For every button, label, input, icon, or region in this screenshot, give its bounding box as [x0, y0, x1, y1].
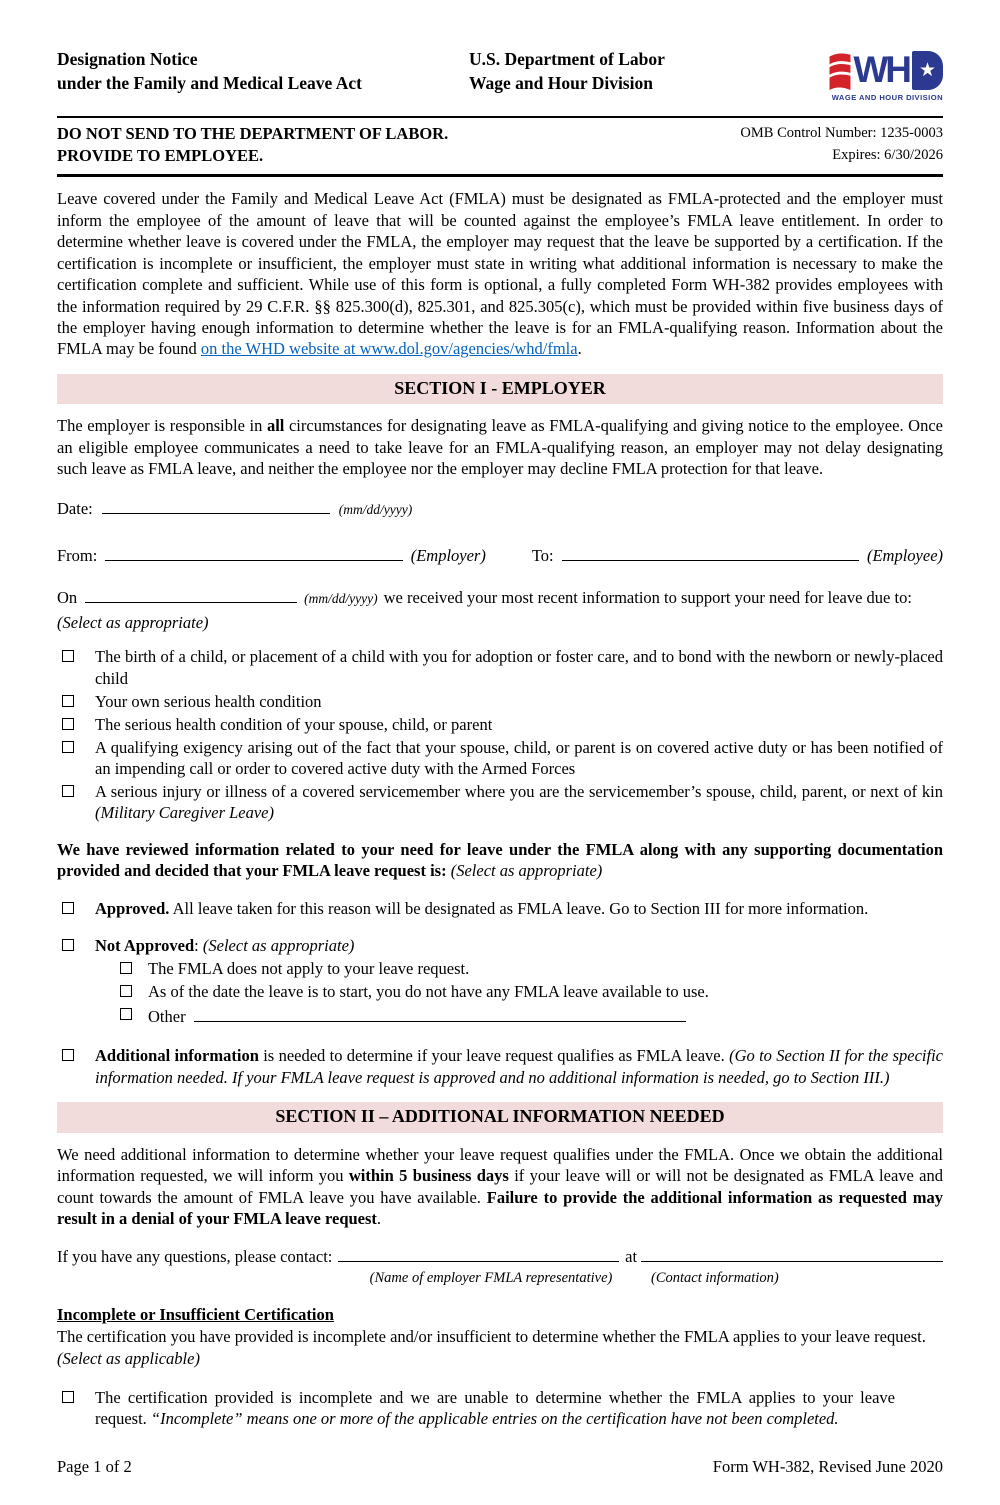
section2-para-p1: We need additional information to determine whether your leave request qualifies under the FMLA. Once we obtain the additional information requested, we will inform you: [57, 1144, 943, 1186]
intro-text-end: .: [577, 339, 582, 359]
page-footer: [57, 1456, 943, 1477]
checkbox-not-approved[interactable]: [62, 939, 74, 951]
reviewed-bold: We have reviewed information related to your need for leave under the FMLA along with any supporting documentation provided and decided that your FMLA leave request is:: [57, 839, 943, 881]
from-to-row: [57, 543, 943, 566]
representative-name-hint: (Name of employer FMLA representative): [369, 1269, 613, 1286]
reason-label: Your own serious health condition: [95, 691, 322, 711]
omb-block: [740, 123, 943, 167]
additional-information-item: [57, 1045, 943, 1088]
not-approved-sep: :: [194, 936, 203, 956]
reviewed-hint: (Select as appropriate): [450, 861, 603, 881]
checkbox-other[interactable]: [120, 1008, 132, 1020]
to-label: To:: [531, 546, 554, 566]
star-icon: ★: [918, 60, 937, 81]
notice-line1: DO NOT SEND TO THE DEPARTMENT OF LABOR.: [57, 123, 449, 143]
reason-item: [57, 737, 943, 780]
reviewed-statement: [57, 839, 943, 882]
form-title-line2: under the Family and Medical Leave Act: [57, 72, 362, 93]
logo-letter-d-block: [912, 51, 943, 90]
checkbox-reason-birth-adoption[interactable]: [62, 650, 74, 662]
other-field[interactable]: [194, 1004, 686, 1022]
approved-bold: Approved.: [95, 898, 170, 918]
not-approved-hint: (Select as appropriate): [202, 936, 355, 956]
logo-caption: WAGE AND HOUR DIVISION: [831, 93, 943, 102]
agency-name: [469, 48, 809, 95]
form-title: [57, 48, 469, 95]
omb-expiry: Expires: 6/30/2026: [832, 146, 943, 163]
employee-field[interactable]: [562, 543, 859, 561]
date-row: [57, 496, 943, 519]
on-text: we received your most recent information to support your need for leave due to:: [383, 588, 912, 608]
contact-row: [57, 1244, 943, 1267]
from-label: From:: [57, 546, 98, 566]
additional-hint: (Go to Section II for the specific information needed. If your FMLA leave request is approved and no additional information is needed, go to Section III.): [95, 1046, 943, 1087]
incomplete-certification-heading: Incomplete or Insufficient Certification: [57, 1304, 334, 1324]
approved-item: [57, 898, 943, 919]
not-approved-bold: Not Approved: [95, 936, 195, 956]
intro-text: Leave covered under the Family and Medical Leave Act (FMLA) must be designated as FMLA-protected and the employer must inform the employee of the amount of leave that will be counted against the employee’s FMLA leave entitlement. In order to determine whether leave is covered under the FMLA, the employer may request that the leave be supported by a certification. If the certification is incomplete or insufficient, the employer must state in writing what additional information is necessary to make the certification complete and sufficient. While use of this form is optional, a fully completed Form WH-382 provides employees with the information required by 29 C.F.R. §§ 825.300(d), 825.301, and 825.305(c), which must be provided within five business days of the employer having enough information to determine whether the leave is for an FMLA-qualifying reason. Information about the FMLA may be found: [57, 189, 943, 359]
not-approved-option: [120, 981, 943, 1002]
do-not-send-notice: [57, 123, 448, 168]
section2-para-b1: within 5 business days: [348, 1166, 509, 1186]
checkbox-additional-information[interactable]: [62, 1049, 74, 1061]
page-number: Page 1 of 2: [57, 1456, 132, 1476]
on-label: On: [57, 588, 78, 608]
checkbox-certification-incomplete[interactable]: [62, 1391, 74, 1403]
military-caregiver-hint: (Military Caregiver Leave): [95, 803, 275, 823]
employer-hint: (Employer): [410, 546, 486, 566]
omb-control-number: OMB Control Number: 1235-0003: [740, 124, 943, 141]
notice-line2: PROVIDE TO EMPLOYEE.: [57, 146, 264, 166]
checkbox-reason-qualifying-exigency[interactable]: [62, 741, 74, 753]
section1-para-p2: circumstances for designating leave as FMLA-qualifying and giving notice to the employee. Once an eligible employee communicates a need to take leave for an FMLA-qualifying reason, an employer may not delay designating such leave as FMLA leave, and neither the employee nor the employer may decline FMLA protection for that leave.: [57, 416, 943, 479]
flag-stripes-icon: [828, 50, 852, 90]
date-format-hint: (mm/dd/yyyy): [338, 501, 413, 517]
other-label-wrap: [148, 1004, 943, 1027]
not-approved-item: [57, 935, 943, 956]
checkbox-reason-military-caregiver[interactable]: [62, 785, 74, 797]
select-as-applicable-hint: (Select as applicable): [57, 1348, 200, 1368]
other-label: Other: [148, 1006, 186, 1026]
option-label: The FMLA does not apply to your leave request.: [148, 959, 470, 979]
certification-incomplete-label: [95, 1387, 895, 1430]
contact-info-field[interactable]: [641, 1244, 943, 1262]
additional-information-label: [95, 1045, 943, 1088]
section2-para-b2: Failure to provide the additional information as requested may result in a denial of your FMLA leave request: [57, 1187, 943, 1228]
reason-item: [57, 714, 943, 735]
checkbox-no-leave-available[interactable]: [120, 985, 132, 997]
agency-line2: Wage and Hour Division: [469, 72, 653, 93]
option-label: As of the date the leave is to start, you do not have any FMLA leave available to use.: [148, 982, 709, 1002]
reason-item: [57, 646, 943, 689]
agency-line1: U.S. Department of Labor: [469, 49, 665, 69]
masthead: [57, 48, 943, 103]
cert-incomplete-definition: “Incomplete” means one or more of the applicable entries on the certification have not been completed.: [150, 1409, 839, 1429]
reason-label: The birth of a child, or placement of a child with you for adoption or foster care, and to bond with the newborn or newly-placed child: [95, 647, 943, 688]
cert-incomplete-text: The certification provided is incomplete and we are unable to determine whether the FMLA applies to your leave request.: [95, 1388, 895, 1429]
employee-hint: (Employee): [866, 546, 944, 566]
section2-paragraph: [57, 1144, 943, 1230]
whd-logo: [809, 48, 943, 103]
contact-info-hint: (Contact information): [651, 1269, 779, 1286]
form-title-line1: Designation Notice: [57, 49, 198, 69]
on-date-row: [57, 585, 943, 608]
divider-bottom: [57, 174, 943, 177]
date-label: Date:: [57, 498, 93, 518]
not-approved-label: [95, 935, 943, 956]
section1-para-p1: The employer is responsible in: [57, 416, 267, 436]
certification-incomplete-item: [57, 1387, 943, 1430]
employer-field[interactable]: [105, 543, 402, 561]
reason-label: A qualifying exigency arising out of the fact that your spouse, child, or parent is on covered active duty or has been notified of an impending call or order to covered active duty with the Armed Forces: [95, 737, 943, 779]
select-as-appropriate-hint: (Select as appropriate): [57, 612, 209, 632]
additional-bold: Additional information: [95, 1046, 259, 1066]
reason-label: [95, 781, 943, 824]
contact-label: If you have any questions, please contact:: [57, 1247, 333, 1267]
section2-header: SECTION II – ADDITIONAL INFORMATION NEEDED: [57, 1102, 943, 1132]
form-number: Form WH-382, Revised June 2020: [712, 1456, 943, 1476]
not-approved-option: [120, 958, 943, 979]
section2-para-p3: .: [376, 1208, 382, 1228]
on-date-format-hint: (mm/dd/yyyy): [304, 591, 378, 607]
checkbox-fmla-not-apply[interactable]: [120, 962, 132, 974]
contact-hints: [57, 1269, 943, 1288]
logo-letters-wh: WH: [853, 49, 909, 90]
notice-strip: [57, 118, 943, 175]
incomplete-certification-text: The certification you have provided is incomplete and/or insufficient to determine whether the FMLA applies to your leave request.: [57, 1327, 926, 1347]
checkbox-approved[interactable]: [62, 902, 74, 914]
whd-logo-mark: [809, 48, 943, 90]
at-label: at: [625, 1247, 638, 1267]
checkbox-reason-family-health[interactable]: [62, 718, 74, 730]
representative-name-field[interactable]: [338, 1244, 619, 1262]
approved-label: [95, 898, 943, 919]
additional-text: is needed to determine if your leave request qualifies as FMLA leave.: [258, 1046, 730, 1066]
section1-paragraph: [57, 415, 943, 479]
reason-item: [57, 781, 943, 824]
section1-para-bold: all: [266, 416, 285, 436]
section1-header: SECTION I - EMPLOYER: [57, 374, 943, 404]
reason-text: A serious injury or illness of a covered servicemember where you are the servicemember’s spouse, child, parent, or next of kin: [95, 781, 943, 801]
approved-text: All leave taken for this reason will be designated as FMLA leave. Go to Section III for more information.: [169, 898, 869, 918]
reason-label: The serious health condition of your spouse, child, or parent: [95, 714, 493, 734]
intro-paragraph: [57, 188, 943, 360]
whd-website-link[interactable]: on the WHD website at www.dol.gov/agencies/whd/fmla: [200, 339, 578, 359]
checkbox-reason-own-health[interactable]: [62, 695, 74, 707]
date-field[interactable]: [102, 496, 330, 514]
reason-item: [57, 691, 943, 712]
section2-para-p2: if your leave will or will not be designated as FMLA leave and count towards the amount of FMLA leave you have available.: [57, 1166, 944, 1207]
not-approved-option-other: [120, 1004, 943, 1027]
on-date-field[interactable]: [85, 585, 297, 603]
